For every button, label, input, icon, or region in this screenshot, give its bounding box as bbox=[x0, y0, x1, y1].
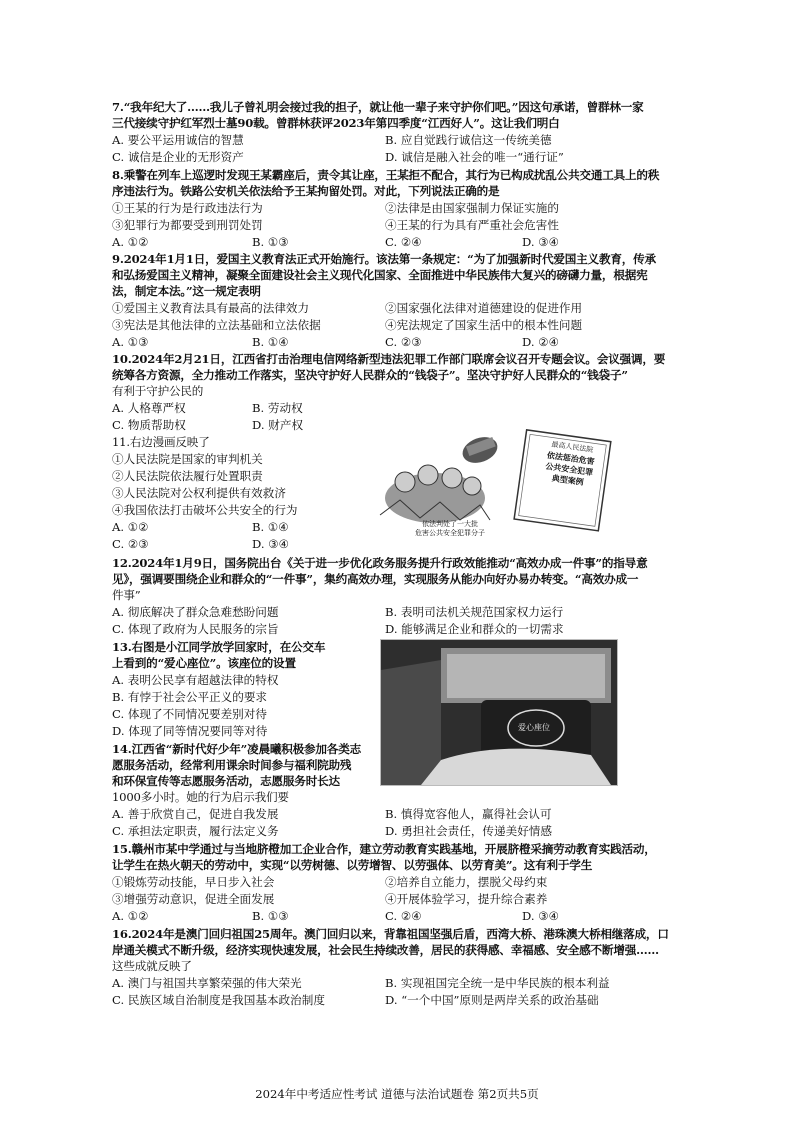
q11-statement-3: ③人民法院对公权利提供有效救济 bbox=[112, 486, 286, 500]
q8-option-c: C. ②④ bbox=[385, 235, 422, 249]
q10-line-1: 10.2024年2月21日，江西省打击治理电信网络新型违法犯罪工作部门联席会议召开专题会议。会议强调，要 bbox=[112, 352, 666, 366]
page-footer: 2024年中考适应性考试 道德与法治试题卷 第2页共5页 bbox=[255, 1087, 539, 1101]
q16-line-2: 岸通关模式不断升级，经济实现快速发展，社会民生持续改善，居民的获得感、幸福感、安全感不断增强…… bbox=[112, 943, 659, 957]
q9-statement-3: ③宪法是其他法律的立法基础和立法依据 bbox=[112, 318, 321, 332]
q9-statement-4: ④宪法规定了国家生活中的根本性问题 bbox=[385, 318, 583, 332]
q14-option-c: C. 承担法定职责，履行法定义务 bbox=[112, 824, 279, 838]
q10-option-a: A. 人格尊严权 bbox=[112, 401, 186, 415]
q9-line-2: 和弘扬爱国主义精神，凝聚全面建设社会主义现代化国家、全面推进中华民族伟大复兴的磅礴力量，根据宪 bbox=[112, 268, 648, 282]
q10-option-c: C. 物质帮助权 bbox=[112, 418, 186, 432]
q11-statement-4: ④我国依法打击破坏公共安全的行为 bbox=[112, 503, 298, 517]
cartoon-book-line-3: 公共安全犯罪 bbox=[544, 461, 594, 478]
cartoon-book-line-1: 最高人民法院 bbox=[551, 440, 594, 455]
q13-bus-seat-photo bbox=[380, 639, 618, 786]
q8-option-a: A. ①② bbox=[112, 235, 149, 249]
q16-option-a: A. 澳门与祖国共享繁荣强的伟大荣光 bbox=[112, 976, 302, 990]
q8-line-2: 序违法行为。铁路公安机关依法给予王某拘留处罚。对此，下列说法正确的是 bbox=[112, 184, 500, 198]
q15-option-c: C. ②④ bbox=[385, 909, 422, 923]
q16-line-1: 16.2024年是澳门回归祖国25周年。澳门回归以来，背靠祖国坚强后盾，西湾大桥、港珠澳大桥相继落成，口 bbox=[112, 927, 669, 941]
q7-line-2: 三代接续守护红军烈士墓90载。曾群林获评2023年第四季度“江西好人”。这让我们明白 bbox=[112, 116, 560, 130]
q15-line-1: 15.赣州市某中学通过与当地脐橙加工企业合作，建立劳动教育实践基地，开展脐橙采摘劳动教育实践活动， bbox=[112, 842, 656, 856]
cartoon-caption bbox=[400, 520, 500, 538]
q11-statement-1: ①人民法院是国家的审判机关 bbox=[112, 452, 263, 466]
q15-option-d: D. ③④ bbox=[522, 909, 560, 923]
q8-line-1: 8.乘警在列车上巡逻时发现王某霸座后，责令其让座，王某拒不配合，其行为已构成扰乱公共交通工具上的秩 bbox=[112, 168, 660, 182]
q16-option-c: C. 民族区域自治制度是我国基本政治制度 bbox=[112, 993, 325, 1007]
q8-option-b: B. ①③ bbox=[252, 235, 289, 249]
q7-option-c: C. 诚信是企业的无形资产 bbox=[112, 150, 244, 164]
q9-line-1: 9.2024年1月1日，爱国主义教育法正式开始施行。该法第一条规定：“为了加强新时代爱国主义教育，传承 bbox=[112, 252, 656, 266]
q9-option-c: C. ②③ bbox=[385, 335, 422, 349]
q11-cartoon bbox=[360, 420, 620, 545]
cartoon-caption-line-1: 依法判处了一大批 bbox=[422, 520, 478, 528]
q15-option-b: B. ①③ bbox=[252, 909, 289, 923]
q13-option-a: A. 表明公民享有超越法律的特权 bbox=[112, 673, 279, 687]
q12-option-a: A. 彻底解决了群众急难愁盼问题 bbox=[112, 605, 279, 619]
q11-option-b: B. ①④ bbox=[252, 520, 289, 534]
q11-option-d: D. ③④ bbox=[252, 537, 290, 551]
cartoon-caption-line-2: 危害公共安全犯罪分子 bbox=[415, 529, 485, 537]
q13-line-2: 上看到的“爱心座位”。该座位的设置 bbox=[112, 656, 296, 670]
q16-option-d: D. “一个中国”原则是两岸关系的政治基础 bbox=[385, 993, 599, 1007]
q8-statement-3: ③犯罪行为都要受到刑罚处罚 bbox=[112, 218, 263, 232]
q9-option-d: D. ②④ bbox=[522, 335, 560, 349]
q14-option-d: D. 勇担社会责任，传递美好情感 bbox=[385, 824, 552, 838]
q15-statement-3: ③增强劳动意识，促进全面发展 bbox=[112, 892, 275, 906]
q13-option-b: B. 有悖于社会公平正义的要求 bbox=[112, 690, 268, 704]
q12-option-d: D. 能够满足企业和群众的一切需求 bbox=[385, 622, 564, 636]
q9-statement-2: ②国家强化法律对道德建设的促进作用 bbox=[385, 301, 583, 315]
q7-option-a: A. 要公平运用诚信的智慧 bbox=[112, 133, 244, 147]
q15-option-a: A. ①② bbox=[112, 909, 149, 923]
q15-statement-4: ④开展体验学习，提升综合素养 bbox=[385, 892, 548, 906]
cartoon-book-line-4: 典型案例 bbox=[551, 473, 585, 488]
love-seat-label: 爱心座位 bbox=[518, 723, 550, 732]
q7-option-d: D. 诚信是融入社会的唯一“通行证” bbox=[385, 150, 564, 164]
q9-option-b: B. ①④ bbox=[252, 335, 289, 349]
q10-option-b: B. 劳动权 bbox=[252, 401, 303, 415]
q10-line-3: 有利于守护公民的 bbox=[112, 384, 204, 398]
q10-option-d: D. 财产权 bbox=[252, 418, 304, 432]
q8-statement-2: ②法律是由国家强制力保证实施的 bbox=[385, 201, 559, 215]
q11-statement-2: ②人民法院依法履行处置职责 bbox=[112, 469, 263, 483]
q10-line-2: 统筹各方资源，全力推动工作落实，坚决守护好人民群众的“钱袋子”。坚决守护好人民群众的“钱袋子” bbox=[112, 368, 628, 382]
q14-line-3: 和环保宣传等志愿服务活动，志愿服务时长达 bbox=[112, 774, 340, 788]
q8-statement-1: ①王某的行为是行政违法行为 bbox=[112, 201, 263, 215]
q12-line-3: 件事” bbox=[112, 588, 141, 602]
q15-statement-1: ①锻炼劳动技能，早日步入社会 bbox=[112, 875, 275, 889]
q13-line-1: 13.右图是小江同学放学回家时，在公交车 bbox=[112, 640, 326, 654]
q15-line-2: 让学生在热火朝天的劳动中，实现“以劳树德、以劳增智、以劳强体、以劳育美”。这有利于学生 bbox=[112, 858, 593, 872]
bus-seat-illustration bbox=[381, 640, 617, 785]
q12-line-2: 见》，强调要围绕企业和群众的“一件事”，集约高效办理，实现服务从能办向好办易办转变。“高效办成一 bbox=[112, 572, 639, 586]
q16-line-3: 这些成就反映了 bbox=[112, 959, 192, 973]
q14-line-1: 14.江西省“新时代好少年”凌晨曦积极参加各类志 bbox=[112, 742, 361, 756]
q7-option-b: B. 应自觉践行诚信这一传统美德 bbox=[385, 133, 552, 147]
q8-option-d: D. ③④ bbox=[522, 235, 560, 249]
q9-line-3: 法，制定本法。”这一规定表明 bbox=[112, 284, 261, 298]
q14-line-4: 1000多小时。她的行为启示我们要 bbox=[112, 790, 289, 804]
q12-line-1: 12.2024年1月9日，国务院出台《关于进一步优化政务服务提升行政效能推动“高效办成一件事”的指导意 bbox=[112, 556, 648, 570]
q11-option-c: C. ②③ bbox=[112, 537, 149, 551]
q11-option-a: A. ①② bbox=[112, 520, 149, 534]
q13-option-d: D. 体现了同等情况要同等对待 bbox=[112, 724, 268, 738]
q12-option-b: B. 表明司法机关规范国家权力运行 bbox=[385, 605, 564, 619]
q13-option-c: C. 体现了不同情况要差别对待 bbox=[112, 707, 267, 721]
q15-statement-2: ②培养自立能力，摆脱父母约束 bbox=[385, 875, 548, 889]
q12-option-c: C. 体现了政府为人民服务的宗旨 bbox=[112, 622, 279, 636]
q14-option-a: A. 善于欣赏自己，促进自我发展 bbox=[112, 807, 279, 821]
cartoon-book-line-2: 依法惩治危害 bbox=[546, 450, 596, 467]
q9-statement-1: ①爱国主义教育法具有最高的法律效力 bbox=[112, 301, 310, 315]
q16-option-b: B. 实现祖国完全统一是中华民族的根本利益 bbox=[385, 976, 610, 990]
q7-line-1: 7.“我年纪大了……我儿子曾礼明会接过我的担子，就让他一辈子来守护你们吧。”因这句承诺，曾群林一家 bbox=[112, 100, 644, 114]
q14-line-2: 愿服务活动，经常利用课余时间参与福利院助残 bbox=[112, 758, 352, 772]
q14-option-b: B. 慎得宽容他人，赢得社会认可 bbox=[385, 807, 552, 821]
q8-statement-4: ④王某的行为具有严重社会危害性 bbox=[385, 218, 559, 232]
q11-line-1: 11.右边漫画反映了 bbox=[112, 435, 210, 449]
q9-option-a: A. ①③ bbox=[112, 335, 149, 349]
